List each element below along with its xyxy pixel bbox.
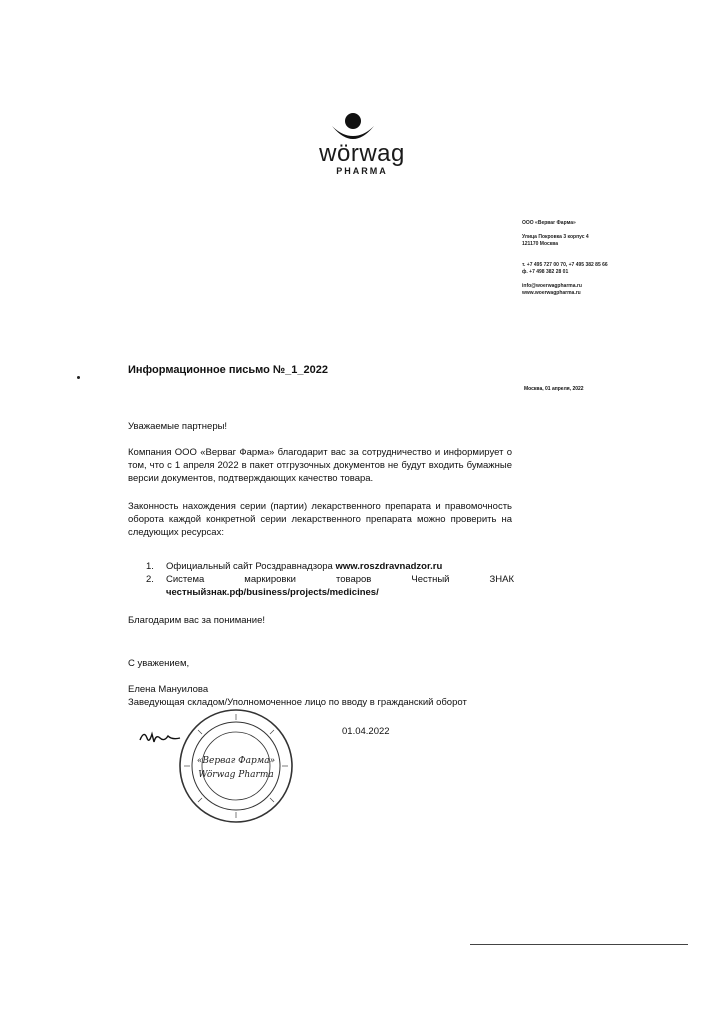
paragraph-1: Компания ООО «Верваг Фарма» благодарит вас за сотрудничество и информирует о том, что с 1 апреля 2022 в пакет отгрузочных документов не будут входить бумажные версии документов, подтверждающих качество товара. xyxy=(128,447,512,484)
stamp-text-2: Wörwag Pharma xyxy=(198,770,274,780)
place-date: Москва, 01 апреля, 2022 xyxy=(524,386,584,392)
list-number: 1. xyxy=(146,561,154,572)
list-item-text: Система маркировки товаров Честный ЗНАК xyxy=(166,574,514,585)
brand-name: wörwag xyxy=(319,140,405,167)
margin-dot xyxy=(77,376,80,379)
roszdravnadzor-link[interactable]: www.roszdravnadzor.ru xyxy=(335,561,443,572)
list-item-text: Официальный сайт Росздравнадзора xyxy=(166,561,336,572)
stamp-text-1: «Верваг Фарма» xyxy=(196,756,276,766)
sender-details xyxy=(522,220,672,297)
sender-address-line2: 121170 Москва xyxy=(522,241,559,247)
sender-email: info@woerwagpharma.ru xyxy=(522,283,582,289)
resource-list xyxy=(146,560,514,599)
sender-phone: т. +7 495 727 00 70, +7 495 382 85 66 xyxy=(522,262,608,268)
brand-subtitle: PHARMA xyxy=(336,166,388,176)
sender-address-line1: Улица Покровка 3 корпус 4 xyxy=(522,234,589,240)
sender-company: ООО «Верваг Фарма» xyxy=(522,220,576,226)
signature-date: 01.04.2022 xyxy=(342,726,390,737)
company-stamp-icon xyxy=(176,706,296,826)
sender-website: www.woerwagpharma.ru xyxy=(522,290,581,296)
list-item xyxy=(146,573,514,599)
signer-name: Елена Мануилова xyxy=(128,684,209,695)
chestny-znak-link[interactable]: честныйзнак.рф/business/projects/medicines/ xyxy=(166,587,379,598)
salutation: Уважаемые партнеры! xyxy=(128,421,228,432)
signer-position: Заведующая складом/Уполномоченное лицо по вводу в гражданский оборот xyxy=(128,697,467,708)
regards-text: С уважением, xyxy=(128,658,190,669)
paragraph-2: Законность нахождения серии (партии) лекарственного препарата и правомочность оборота каждой конкретной серии лекарственного препарата можно проверить на следующих ресурсах: xyxy=(128,501,512,538)
footer-rule xyxy=(470,944,688,945)
sender-fax: ф. +7 498 382 28 01 xyxy=(522,269,569,275)
list-number: 2. xyxy=(146,574,154,585)
letter-title: Информационное письмо №_1_2022 xyxy=(128,364,328,376)
thanks-text: Благодарим вас за понимание! xyxy=(128,615,266,626)
list-item xyxy=(146,560,514,573)
